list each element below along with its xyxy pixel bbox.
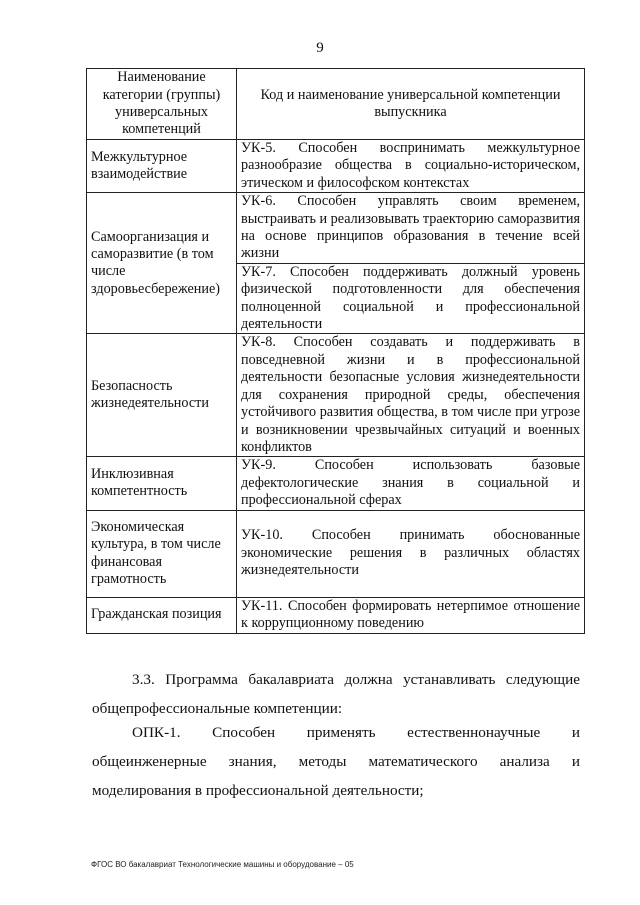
page-number: 9 — [316, 40, 324, 56]
competency-cell: УК-9. Способен использовать базовые дефектологические знания в социальной и профессиональной сферах — [237, 457, 585, 510]
category-cell: Гражданская позиция — [87, 597, 237, 633]
category-cell: Самоорганизация и саморазвитие (в том числе здоровьесбережение) — [87, 193, 237, 334]
table-row — [87, 597, 585, 633]
competency-cell: УК-10. Способен принимать обоснованные экономические решения в различных областях жизнедеятельности — [237, 510, 585, 597]
table-row — [87, 140, 585, 193]
header-code: Код и наименование универсальной компетенции выпускника — [237, 69, 585, 140]
paragraph-program-requirements: 3.3. Программа бакалавриата должна устанавливать следующие общепрофессиональные компетенции: — [92, 671, 580, 718]
table-header-row — [87, 69, 585, 140]
page-footer: ФГОС ВО бакалавриат Технологические машины и оборудование – 05 — [91, 860, 354, 869]
competency-cell: УК-8. Способен создавать и поддерживать в повседневной жизни и в профессиональной деятельности безопасные условия жизнедеятельности для сохранения природной среды, обеспечения устойчивого развития общества, в том числе при угрозе и возникновении чрезвычайных ситуаций и военных конфликтов — [237, 334, 585, 457]
table-row — [87, 457, 585, 510]
category-cell: Межкультурное взаимодействие — [87, 140, 237, 193]
paragraph-opk-1: ОПК-1. Способен применять естественнонаучные и общеинженерные знания, методы математического анализа и моделирования в профессиональной деятельности; — [92, 724, 580, 800]
table-row — [87, 334, 585, 457]
category-cell: Безопасность жизнедеятельности — [87, 334, 237, 457]
header-category: Наименование категории (группы) универсальных компетенций — [87, 69, 237, 140]
competency-cell: УК-11. Способен формировать нетерпимое отношение к коррупционному поведению — [237, 597, 585, 633]
competency-table — [86, 68, 585, 634]
competency-cell: УК-5. Способен воспринимать межкультурное разнообразие общества в социально-историческом, этическом и философском контекстах — [237, 140, 585, 193]
category-cell: Инклюзивная компетентность — [87, 457, 237, 510]
table-row — [87, 193, 585, 264]
table-row — [87, 510, 585, 597]
category-cell: Экономическая культура, в том числе финансовая грамотность — [87, 510, 237, 597]
competency-cell: УК-7. Способен поддерживать должный уровень физической подготовленности для обеспечения полноценной социальной и профессиональной деятельности — [237, 263, 585, 334]
competency-cell: УК-6. Способен управлять своим временем, выстраивать и реализовывать траекторию саморазвития на основе принципов образования в течение всей жизни — [237, 193, 585, 264]
